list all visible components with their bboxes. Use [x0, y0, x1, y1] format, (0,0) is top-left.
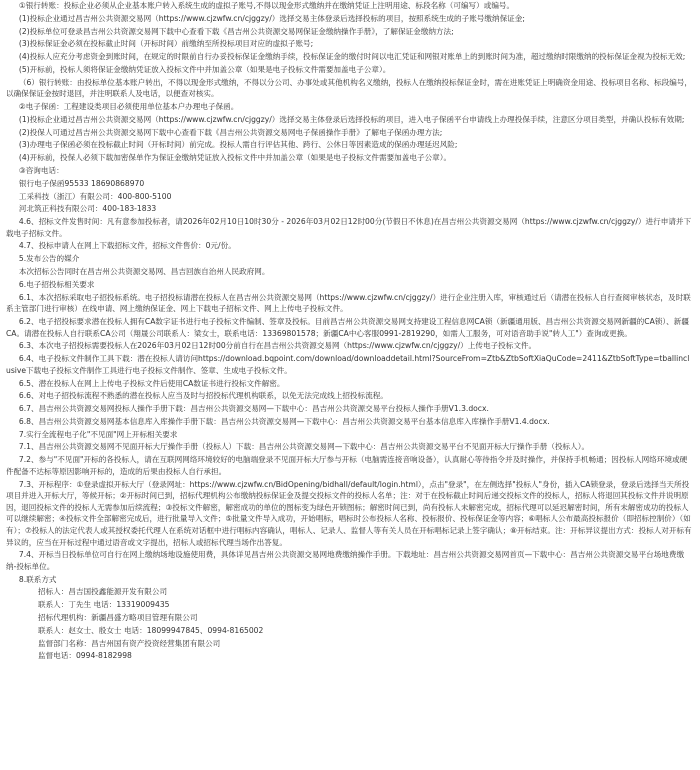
paragraph: 6.7、昌吉州公共资源交易网投标人操作手册下载：昌吉州公共资源交易网—下载中心：昌吉州公共资源交易平台投标人操作手册V1.3.docx. — [18, 404, 489, 414]
paragraph: (3)投标保证金必须在投标截止时间（开标时间）前缴纳至所投标项目对应的虚拟子账号; — [18, 39, 314, 49]
paragraph: 招标人：昌吉国投鑫能源开发有限公司 — [38, 587, 168, 597]
paragraph: 监督部门名称：昌吉州国有资产投资经营集团有限公司 — [38, 638, 221, 648]
paragraph: ①银行转账：投标企业必须从企业基本账户转入系统生成的虚拟子账号,不得以现金形式缴纳并在缴纳凭证上注明用途、标段名称（可编写）或编号。 — [18, 1, 515, 10]
paragraph: 7.2、参与"不见面"开标的各投标人，请在互联网网络环境较好的电脑端登录不见面开标大厅参与开标（电脑需连接音响设备），认真耐心等待指令并及时操作，并保持手机畅通；因投标人网络环境或硬件配备不达标等原因影响开标的，造成的后果由投标人自行承担。 — [6, 455, 688, 476]
paragraph: (2)投标单位可登录昌吉州公共资源交易网下载中心查看下载《昌吉州公共资源交易网保证金缴纳操作手册》，了解保证金缴纳方法; — [18, 26, 454, 36]
paragraph: (4)开标前，投保人必须下载加密保单作为保证金缴纳凭证放入投标文件中并加盖公章（如果是电子投标文件需要加盖电子公章）。 — [18, 153, 452, 163]
paragraph: 7.4、开标当日投标单位可自行在网上缴纳场地设施使用费，具体详见昌吉州公共资源交易网地费缴纳操作手册。下载地址：昌吉州公共资源交易网首页—下载中心：昌吉州公共资源交易平台场地费缴纳-投标单位。 — [6, 550, 685, 571]
paragraph: 河北筑正科技有限公司：400-183-1833 — [18, 204, 157, 214]
paragraph: 银行电子保函95533 18690868970 — [18, 178, 145, 188]
paragraph: 招标代理机构：新疆昌盛方略项目管理有限公司 — [38, 613, 198, 623]
paragraph: 联系人：赵女士、殷女士 电话：18099947845、0994-8165002 — [38, 625, 264, 635]
paragraph: 7.3、开标程序：①登录虚拟开标大厅（登录网址：https://www.cjzwfw.cn/BidOpening/bidhall/default/login.html），点击"登录"，在左侧选择"投标人"身份，插入CA锁登录，登录后选择当天所投项目并进入开标大厅，等候开标；②开标时间已到，招标代理机构公布缴纳投标保证金及提交投标文件的投标人名单；注：对于在投标截止时间后递交投标文件的投标人，招标人将退回其投标文件并说明原因，退回投标文件的投标人无需参加后续流程；③投标文件解密，解密成功的单位的图标变为绿色开锁图标；解密时间已到，尚有投标人未解密完成，招标代理可以延迟解密时间，所有未解密成功的投标人可以继续解密；④投标文件全部解密完成后，进行批量导入文件；⑤批量文件导入成功，开始唱标，唱标时公布投标人名称、投标报价、投标保证金等内容；⑥唱标人公布最高投标报价（即招标控制价）（如有）；⑦投标人的法定代表人或其授权委托代理人在系统对话框中进行唱标内容确认，唱标人、记录人、监督人等有关人员在开标唱标记录上签字确认；⑧开标结束。注：开标异议提出方式：投标人对开标有异议的，应当在开标过程中通过语音或文字提出，招标人或招标代理当场作出答复。 — [6, 479, 692, 547]
paragraph: 4.7、投标申请人在网上下载招标文件，招标文件售价：0元/份。 — [18, 241, 236, 251]
paragraph: 监督电话：0994-8182998 — [38, 651, 132, 661]
paragraph: (2)投保人可通过昌吉州公共资源交易网下载中心查看下载《昌吉州公共资源交易网电子保函操作手册》了解电子保函办理方法; — [18, 127, 443, 137]
paragraph: (4)投标人应充分考虑资金到账时间，在规定的时限前自行办妥投标保证金缴纳手续，投标保证金的缴付时间以电汇凭证和网银对账单上的到账时间为准，超过缴纳时限缴纳的投标保证金视为投标无效; — [18, 52, 686, 62]
paragraph: 6.1、本次招标采取电子招投标系统。电子招投标请潜在投标人在昌吉州公共资源交易网（https://www.cjzwfw.cn/cjggzy/）进行企业注册入库，审核通过后（请潜在投标人自行查阅审核状态，及时联系主管部门进行审核）在线申请、网上缴纳保证金、网上下载电子招标文件、网上上传电子投标文件。 — [6, 292, 691, 314]
paragraph: (3)办理电子保函必须在投标截止时间（开标时间）前完成。投标人需自行评估其他、跨行、公休日等因素造成的保函办理延迟风险; — [18, 140, 458, 150]
paragraph: 联系人：丁先生 电话：13319009435 — [38, 600, 170, 610]
paragraph: 5.发布公告的媒介 — [18, 254, 80, 264]
paragraph: 6.2、电子招投标要求潜在投标人拥有CA数字证书进行电子投标文件编制、签章及投标。目前昌吉州公共资源交易网支持建设工程信息网CA锁（新疆通用版、昌吉州公共资源交易网新疆的CA锁）、新疆CA。请潜在投标人自行联系CA公司（翔晟公司联系人：梁女士，联系电话：13369801578；新疆CA中心客服0991-2819290，如需人工服务，可对语音助手说"转人工"）查询或更换。 — [6, 316, 689, 338]
paragraph: 本次招标公告同时在昌吉州公共资源交易网、昌吉回族自治州人民政府网。 — [18, 267, 270, 277]
paragraph: 6.8、昌吉州公共资源交易网基本信息库入库操作手册下载：昌吉州公共资源交易网—下载中心：昌吉州公共资源交易平台基本信息库入库操作手册V1.4.docx. — [18, 416, 550, 426]
paragraph: （6）银行转账：由投标单位基本账户转出，不得以现金形式缴纳，不得以分公司、办事处或其他机构名义缴纳，投标人在缴纳投标保证金时，需在进账凭证上明确资金用途、投标项目名称、标段编号，以确保保证金按时退回，并注明联系人及电话，以便查对核实。 — [6, 77, 692, 99]
paragraph: 6.电子招投标相关要求 — [18, 279, 95, 289]
paragraph: (1)投标企业通过昌吉州公共资源交易网（https://www.cjzwfw.cn/cjggzy/）选择交易主体登录后选择投标的项目，进入电子保函平台申请线上办理投保手续，注意区分项目类型，并确认投标有效期; — [18, 114, 685, 124]
paragraph: (1)投标企业通过昌吉州公共资源交易网（https://www.cjzwfw.cn/cjggzy/）选择交易主体登录后选择投标的项目，按照系统生成的子账号缴纳保证金; — [18, 13, 525, 23]
paragraph: (5)开标前，投标人须将保证金缴纳凭证放入投标文件中并加盖公章（如果是电子投标文件需要加盖电子公章）。 — [18, 64, 391, 74]
paragraph: 4.6、招标文件发售时间：凡有意参加投标者，请2026年02月10日10时30分 - 2026年03月02日12时00分(节假日不休息)在昌吉州公共资源交易网（https://www.cjzwfw.cn/cjggzy/）进行申请并下载电子招标文件。 — [6, 217, 692, 238]
paragraph: 7.1、昌吉州公共资源交易网不见面开标大厅操作手册（投标人）下载：昌吉州公共资源交易网—下载中心：昌吉州公共资源交易平台不见面开标大厅操作手册（投标人）。 — [18, 442, 590, 452]
paragraph: 工采科技（浙江）有限公司：400-800-5100 — [18, 191, 172, 201]
paragraph: 6.6、对电子招投标流程不熟悉的潜在投标人应当及时与招投标代理机构联系，以免无法完成线上招投标流程。 — [18, 391, 388, 401]
paragraph: 6.5、潜在投标人在网上上传电子投标文件后使用CA数证书进行投标文件解密。 — [18, 378, 285, 388]
paragraph: ②电子保函：工程建设类项目必须使用单位基本户办理电子保函。 — [18, 102, 239, 112]
paragraph: 8.联系方式 — [18, 574, 57, 584]
paragraph: ③咨询电话： — [18, 165, 64, 175]
paragraph: 7.实行全流程电子化"不见面"网上开标相关要求 — [18, 429, 178, 439]
paragraph: 6.3、本次电子招投标需要投标人在2026年03月02日12时00分前自行在昌吉州公共资源交易网（https://www.cjzwfw.cn/cjggzy/）上传电子投标文件。 — [18, 341, 537, 351]
paragraph: 6.4、电子投标文件制作工具下载：潜在投标人请访问https://download.bqpoint.com/download/downloaddetail.html?SourceFrom=Ztb&ZtbSoftXiaQuCode=2411&ZtbSoftType=tballinclusive下载电子投标文件制作工具进行电子投标文件制作、签章、生成电子投标文件。 — [6, 354, 690, 375]
